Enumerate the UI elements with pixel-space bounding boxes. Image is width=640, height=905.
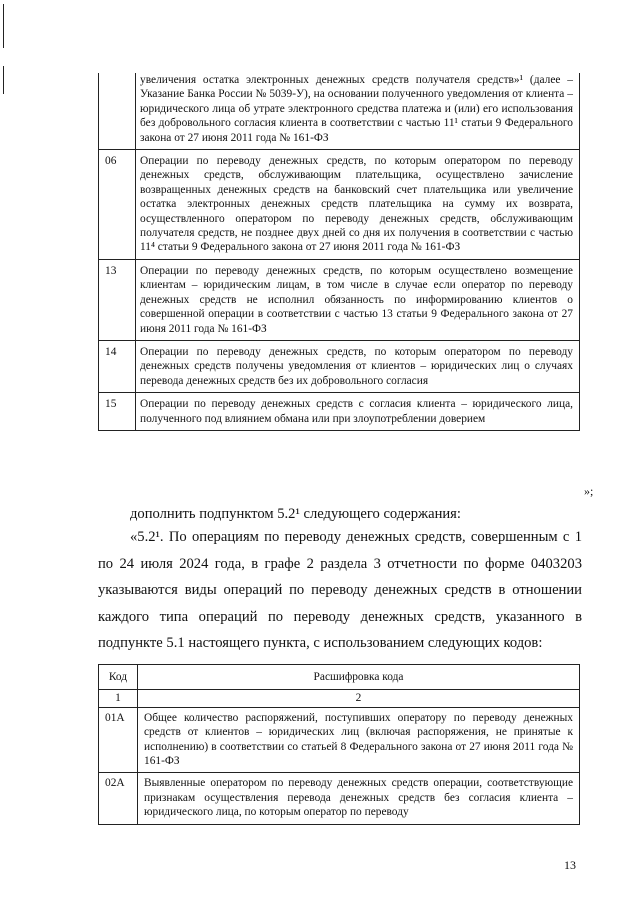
column-number-row <box>99 690 580 707</box>
row-code: 15 <box>99 393 136 431</box>
header-description: Расшифровка кода <box>138 665 580 690</box>
header-code: Код <box>99 665 138 690</box>
row-code: 13 <box>99 259 136 340</box>
column-number: 2 <box>138 690 580 707</box>
table-row <box>99 707 580 773</box>
row-description: Операции по переводу денежных средств с согласия клиента – юридического лица, полученного под влиянием обмана или при злоупотреблении доверием <box>136 393 580 431</box>
table-row <box>99 340 580 392</box>
closing-quote: »; <box>584 484 594 498</box>
operations-table <box>98 73 580 431</box>
amendment-intro: дополнить подпунктом 5.2¹ следующего содержания: <box>130 506 461 522</box>
column-number: 1 <box>99 690 138 707</box>
row-code <box>99 73 136 150</box>
row-code: 14 <box>99 340 136 392</box>
table-row <box>99 393 580 431</box>
clause-5-2-1: «5.2¹. По операциям по переводу денежных средств, совершенным с 1 по 24 июля 2024 года, в графе 2 раздела 3 отчетности по форме 0403203 указываются виды операций по переводу денежных средств в отношении каждого типа операций по переводу денежных средств, указанного в подпункте 5.1 настоящего пункта, с использованием следующих кодов: <box>98 529 582 651</box>
row-description: Операции по переводу денежных средств, по которым оператором по переводу денежных средств, обслуживающим плательщика, осуществлено зачисление возвращенных денежных средств на банковский счет плательщика или увеличение остатка электронных денежных средств плательщика на сумму их возврата, осуществленного оператором по переводу денежных средств, обслуживающим получателя средств, не позднее двух дней со дня их получения в соответствии с частью 11⁴ статьи 9 Федерального закона от 27 июня 2011 года № 161-ФЗ <box>136 150 580 260</box>
row-description: Выявленные оператором по переводу денежных средств операции, соответствующие признакам осуществления перевода денежных средств без согласия клиента – юридического лица, по которым оператор по переводу <box>138 773 580 824</box>
header-row <box>99 665 580 690</box>
table-row <box>99 773 580 824</box>
scan-edge-mark <box>3 4 4 48</box>
row-code: 06 <box>99 150 136 260</box>
table-row <box>99 150 580 260</box>
table-row <box>99 73 580 150</box>
scan-edge-mark <box>3 66 4 94</box>
row-description: Операции по переводу денежных средств, по которым оператором по переводу денежных средств получены уведомления от клиентов – юридических лиц о случаях перевода денежных средств без их добровольного согласия <box>136 340 580 392</box>
row-code: 02А <box>99 773 138 824</box>
row-code: 01А <box>99 707 138 773</box>
row-description: увеличения остатка электронных денежных средств получателя средств»¹ (далее – Указание Банка России № 5039-У), на основании полученного уведомления от клиента – юридического лица об утрате электронного средства платежа и (или) его использования без добровольного согласия клиента в соответствии с частью 11¹ статьи 9 Федерального закона от 27 июня 2011 года № 161-ФЗ <box>136 73 580 150</box>
codes-table <box>98 664 580 825</box>
row-description: Общее количество распоряжений, поступивших оператору по переводу денежных средств от клиентов – юридических лиц (включая распоряжения, не принятые к исполнению) в соответствии со статьей 8 Федерального закона от 27 июня 2011 года № 161-ФЗ <box>138 707 580 773</box>
row-description: Операции по переводу денежных средств, по которым осуществлено возмещение клиентам – юридическим лицам, в том числе в случае если оператор по переводу денежных средств не исполнил обязанность по информированию клиентов о совершенной операции в соответствии с частью 13 статьи 9 Федерального закона от 27 июня 2011 года № 161-ФЗ <box>136 259 580 340</box>
table-row <box>99 259 580 340</box>
page-number: 13 <box>564 858 576 872</box>
